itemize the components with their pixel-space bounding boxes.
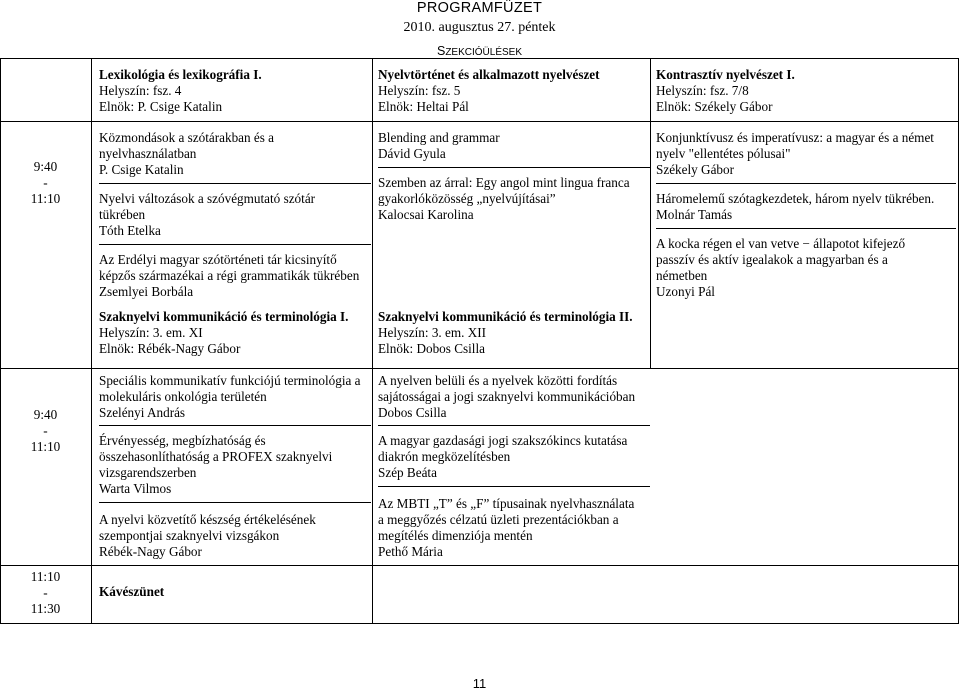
time-slot-1 [0, 158, 91, 208]
section-name: Kontrasztív nyelvészet I. [656, 67, 795, 82]
talk-item [378, 130, 648, 162]
section-name: Szaknyelvi kommunikáció és terminológia II. [378, 309, 633, 324]
talk-title: diakrón megközelítésben [378, 449, 511, 464]
section-chair: Elnök: Dobos Csilla [378, 341, 485, 356]
talk-author: Tóth Etelka [99, 223, 161, 238]
talk-title: képzős származékai a régi grammatikák tükrében [99, 268, 360, 283]
talk-title: nyelvhasználatban [99, 146, 197, 161]
section-chair: Elnök: Heltai Pál [378, 99, 469, 114]
talk-title: nyelv "ellentétes pólusai" [656, 146, 791, 161]
talk-title: Szemben az árral: Egy angol mint lingua franca [378, 175, 630, 190]
table-left-border [0, 58, 1, 624]
talk-title: Nyelvi változások a szóvégmutató szótár [99, 191, 316, 206]
talk-title: Közmondások a szótárakban és a [99, 130, 275, 145]
column-divider [372, 58, 373, 624]
talk-author: Rébék-Nagy Gábor [99, 544, 202, 559]
talk-title: megítélés dimenziója mentén [378, 528, 533, 543]
section-name: Szaknyelvi kommunikáció és terminológia I. [99, 309, 349, 324]
time-end: 11:30 [30, 601, 61, 616]
talk-title: Az MBTI „T” és „F” típusainak nyelvhasználata [378, 496, 635, 511]
talk-item [378, 175, 650, 223]
talk-title: Érvényesség, megbízhatóság és [99, 433, 266, 448]
section-name: Nyelvtörténet és alkalmazott nyelvészet [378, 67, 600, 82]
talk-separator [99, 425, 371, 426]
talk-separator [99, 183, 371, 184]
section-header-szaknyelvi-2 [378, 309, 650, 357]
table-bottom-border [0, 623, 959, 624]
talk-title: tükrében [99, 207, 146, 222]
talk-item [99, 252, 371, 300]
time-end: 11:10 [30, 439, 61, 454]
talk-separator [656, 228, 956, 229]
program-date: 2010. augusztus 27. péntek [403, 20, 556, 35]
talk-item [99, 512, 371, 560]
time-dash: - [43, 175, 48, 190]
talk-title: németben [656, 268, 708, 283]
talk-title: A nyelvi közvetítő készség értékelésének [99, 512, 316, 527]
talk-author: Szelényi András [99, 405, 186, 420]
section-location: Helyszín: fsz. 7/8 [656, 83, 749, 98]
section-chair: Elnök: Székely Gábor [656, 99, 773, 114]
talk-separator [378, 486, 650, 487]
talk-author: Dobos Csilla [378, 405, 447, 420]
talk-title: összehasonlíthatóság a PROFEX szaknyelvi [99, 449, 333, 464]
program-title: PROGRAMFÜZET [416, 0, 543, 16]
time-start: 9:40 [33, 407, 58, 422]
time-dash: - [43, 423, 48, 438]
talk-author: Warta Vilmos [99, 481, 172, 496]
talk-author: Szép Beáta [378, 465, 437, 480]
talk-author: Zsemlyei Borbála [99, 284, 194, 299]
table-top-border [0, 58, 959, 59]
time-start: 11:10 [30, 569, 61, 584]
talk-item [378, 496, 650, 560]
talk-item [99, 130, 369, 178]
talk-separator [378, 425, 650, 426]
section-chair: Elnök: P. Csige Katalin [99, 99, 223, 114]
section-location: Helyszín: fsz. 4 [99, 83, 182, 98]
time-slot-3 [0, 568, 91, 618]
talk-author: Uzonyi Pál [656, 284, 715, 299]
column-divider [650, 58, 651, 369]
row-divider [0, 121, 959, 122]
talk-author: Dávid Gyula [378, 146, 446, 161]
talk-title: Blending and grammar [378, 130, 500, 145]
time-start: 9:40 [33, 159, 58, 174]
section-location: Helyszín: fsz. 5 [378, 83, 461, 98]
page-number: 11 [472, 676, 487, 691]
talk-item [99, 373, 371, 421]
talk-item [99, 191, 369, 239]
talk-separator [656, 183, 956, 184]
section-location: Helyszín: 3. em. XI [99, 325, 203, 340]
talk-item [656, 236, 956, 300]
talk-author: P. Csige Katalin [99, 162, 184, 177]
time-slot-2 [0, 406, 91, 456]
talk-item [656, 130, 956, 178]
talk-item [99, 433, 371, 497]
talk-separator [99, 502, 371, 503]
time-end: 11:10 [30, 191, 61, 206]
talk-title: szempontjai szaknyelvi vizsgákon [99, 528, 280, 543]
row-divider [0, 368, 959, 369]
talk-title: Az Erdélyi magyar szótörténeti tár kicsinyítő [99, 252, 337, 267]
talk-author: Pethő Mária [378, 544, 443, 559]
section-chair: Elnök: Rébék-Nagy Gábor [99, 341, 241, 356]
talk-title: A magyar gazdasági jogi szakszókincs kutatása [378, 433, 628, 448]
talk-author: Molnár Tamás [656, 207, 733, 222]
talk-separator [99, 244, 371, 245]
talk-title: A kocka régen el van vetve − állapotot kifejező [656, 236, 906, 251]
section-header-kontrasztiv [656, 67, 956, 115]
section-header-nyelvtortenet [378, 67, 648, 115]
subtitle-initial: S [436, 44, 446, 58]
row-divider [0, 565, 959, 566]
section-name: Lexikológia és lexikográfia I. [99, 67, 262, 82]
talk-title: A nyelven belüli és a nyelvek közötti fordítás [378, 373, 618, 388]
talk-item [378, 373, 650, 421]
talk-author: Székely Gábor [656, 162, 734, 177]
coffee-break-label: Kávészünet [99, 584, 165, 599]
talk-item [378, 433, 650, 481]
talk-title: vizsgarendszerben [99, 465, 197, 480]
talk-title: Speciális kommunikatív funkciójú terminológia a [99, 373, 361, 388]
section-header-szaknyelvi-1 [99, 309, 371, 357]
talk-title: Háromelemű szótagkezdetek, három nyelv tükrében. [656, 191, 935, 206]
talk-title: passzív és aktív igealakok a magyarban és a [656, 252, 888, 267]
talk-title: Konjunktívusz és imperatívusz: a magyar és a német [656, 130, 934, 145]
talk-title: sajátosságai a jogi szaknyelvi kommunikációban [378, 389, 636, 404]
talk-author: Kalocsai Karolina [378, 207, 474, 222]
subtitle-rest: ZEKCIÓÜLÉSEK [445, 47, 523, 58]
talk-separator [378, 167, 650, 168]
talk-title: molekuláris onkológia területén [99, 389, 267, 404]
section-location: Helyszín: 3. em. XII [378, 325, 487, 340]
talk-title: gyakorlóközösség „nyelvújításai” [378, 191, 556, 206]
section-header-lexikologia [99, 67, 369, 115]
column-divider [91, 58, 92, 624]
talk-item [656, 191, 956, 223]
talk-title: a meggyőzés célzatú üzleti prezentációkban a [378, 512, 619, 527]
time-dash: - [43, 585, 48, 600]
